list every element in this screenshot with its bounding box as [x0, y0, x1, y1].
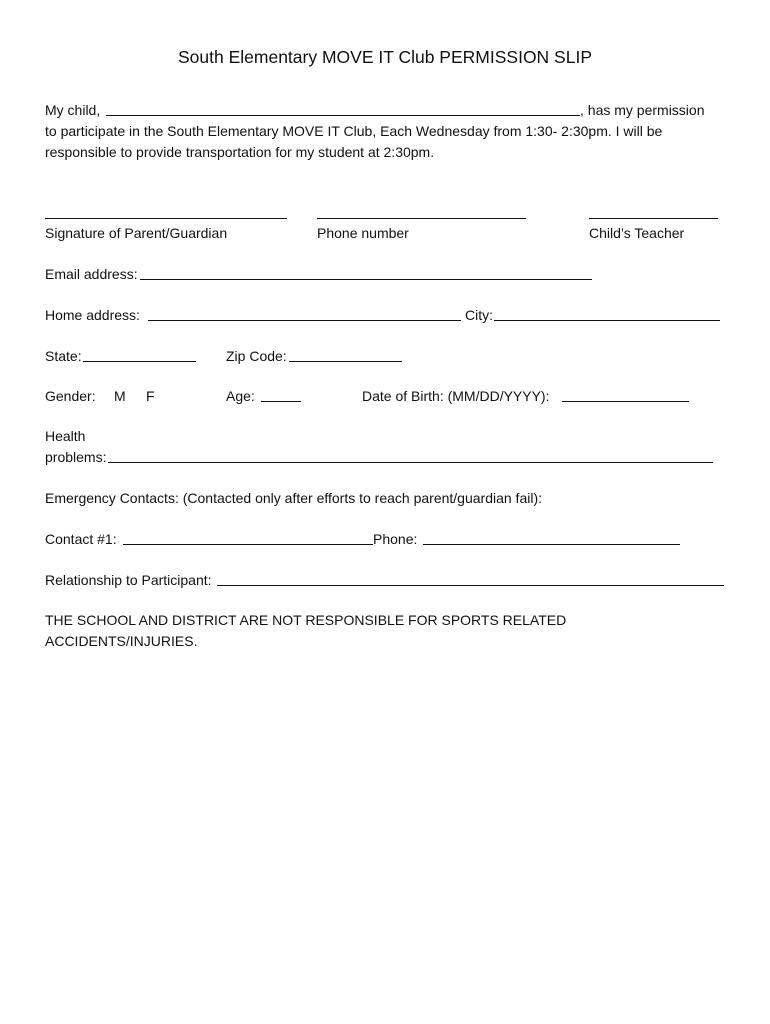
- health-label-line1: Health: [45, 428, 86, 444]
- disclaimer-line2: ACCIDENTS/INJURIES.: [45, 633, 198, 649]
- age-field[interactable]: [261, 401, 301, 402]
- home-address-field[interactable]: [148, 320, 461, 321]
- relationship-field[interactable]: [217, 585, 724, 586]
- email-label: Email address:: [45, 266, 138, 282]
- gender-option-f[interactable]: F: [146, 388, 155, 404]
- child-teacher-label: Child’s Teacher: [589, 225, 685, 241]
- zip-code-field[interactable]: [289, 361, 402, 362]
- intro-permission-text: , has my permission: [580, 102, 705, 118]
- gender-label: Gender:: [45, 388, 96, 404]
- health-label-line2: problems:: [45, 449, 107, 465]
- disclaimer-line1: THE SCHOOL AND DISTRICT ARE NOT RESPONSIBLE FOR SPORTS RELATED: [45, 612, 567, 628]
- parent-signature-label: Signature of Parent/Guardian: [45, 225, 228, 241]
- contact-phone-field[interactable]: [423, 544, 680, 545]
- contact1-field[interactable]: [123, 544, 373, 545]
- child-teacher-field[interactable]: [589, 218, 718, 219]
- relationship-label: Relationship to Participant:: [45, 572, 212, 588]
- dob-field[interactable]: [562, 401, 689, 402]
- email-field[interactable]: [140, 279, 592, 280]
- emergency-contacts-heading: Emergency Contacts: (Contacted only after efforts to reach parent/guardian fail):: [45, 490, 542, 506]
- contact1-label: Contact #1:: [45, 531, 117, 547]
- city-field[interactable]: [494, 320, 720, 321]
- home-address-label: Home address:: [45, 307, 140, 323]
- state-label: State:: [45, 348, 82, 364]
- intro-line-3: responsible to provide transportation for my student at 2:30pm.: [45, 144, 435, 160]
- age-label: Age:: [226, 388, 255, 404]
- city-label: City:: [465, 307, 493, 323]
- parent-signature-field[interactable]: [45, 218, 287, 219]
- contact-phone-label: Phone:: [373, 531, 418, 547]
- page-title: South Elementary MOVE IT Club PERMISSION SLIP: [178, 47, 592, 67]
- child-name-field[interactable]: [106, 115, 580, 116]
- phone-number-label: Phone number: [317, 225, 409, 241]
- dob-label: Date of Birth: (MM/DD/YYYY):: [362, 388, 550, 404]
- phone-number-field[interactable]: [317, 218, 526, 219]
- health-problems-field[interactable]: [108, 462, 713, 463]
- gender-option-m[interactable]: M: [114, 388, 126, 404]
- zip-code-label: Zip Code:: [226, 348, 287, 364]
- state-field[interactable]: [83, 361, 196, 362]
- intro-my-child-label: My child,: [45, 102, 101, 118]
- intro-line-2: to participate in the South Elementary MOVE IT Club, Each Wednesday from 1:30- 2:30pm. I will be: [45, 123, 663, 139]
